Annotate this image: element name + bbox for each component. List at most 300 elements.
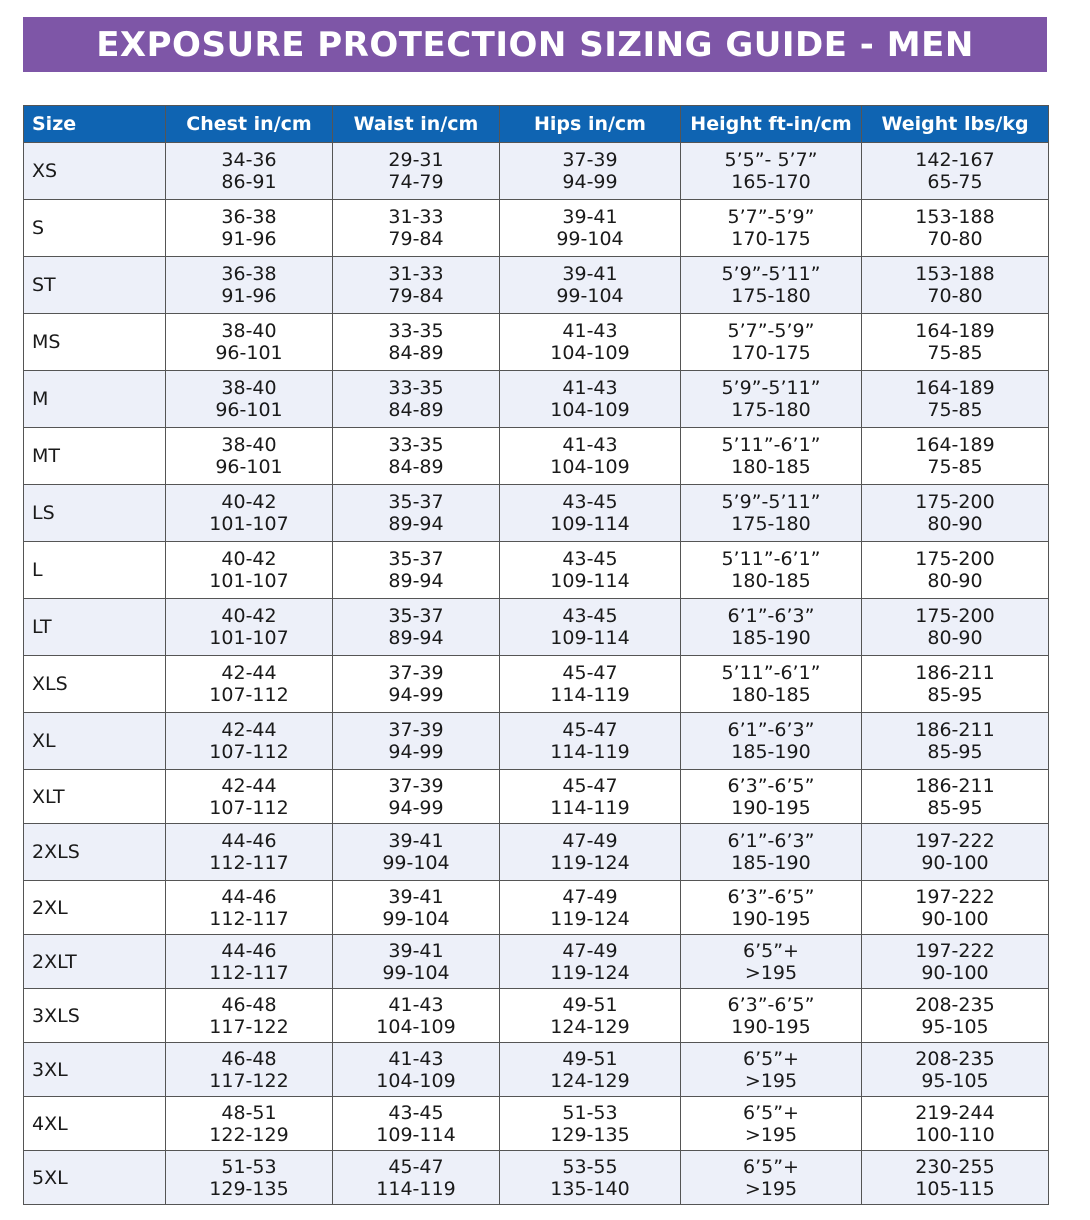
height-metric-value: >195	[744, 1123, 798, 1146]
height-metric-value: 165-170	[731, 171, 811, 193]
hips-imperial-value: 43-45	[562, 548, 618, 570]
chest-metric-value: 101-107	[209, 513, 289, 535]
table-row	[24, 1151, 1049, 1205]
header-chest: Chest in/cm	[166, 106, 333, 143]
table-row	[24, 656, 1049, 713]
table-row	[24, 1097, 1049, 1151]
hips-cell	[500, 656, 681, 713]
height-cell	[681, 599, 862, 656]
height-metric-value: 185-190	[731, 852, 811, 874]
waist-cell	[333, 935, 500, 989]
waist-imperial-value: 37-39	[388, 662, 444, 684]
height-metric-value: 175-180	[731, 399, 811, 421]
waist-cell	[333, 257, 500, 314]
weight-cell	[862, 257, 1049, 314]
waist-imperial-value: 37-39	[388, 774, 444, 797]
hips-metric-value: 114-119	[550, 684, 630, 706]
waist-imperial-value: 33-35	[388, 320, 444, 342]
hips-metric-value: 119-124	[550, 961, 630, 984]
waist-metric-value: 104-109	[376, 1069, 456, 1092]
weight-metric-value: 75-85	[927, 399, 983, 421]
waist-imperial-value: 39-41	[388, 939, 444, 962]
weight-metric-value: 90-100	[921, 961, 989, 984]
waist-cell	[333, 200, 500, 257]
waist-metric-value: 99-104	[382, 907, 450, 930]
height-cell	[681, 257, 862, 314]
height-imperial-value: 6’1”-6’3”	[727, 830, 815, 852]
weight-imperial-value: 186-211	[915, 774, 995, 797]
size-cell: 3XL	[24, 1043, 166, 1097]
chest-metric-value: 91-96	[221, 285, 277, 307]
chest-cell	[166, 542, 333, 599]
table-body	[24, 143, 1049, 1205]
hips-imperial-value: 41-43	[562, 377, 618, 399]
weight-metric-value: 85-95	[927, 796, 983, 819]
height-imperial-value: 6’1”-6’3”	[727, 605, 815, 627]
height-cell	[681, 656, 862, 713]
chest-cell	[166, 824, 333, 881]
hips-metric-value: 104-109	[550, 342, 630, 364]
hips-metric-value: 109-114	[550, 513, 630, 535]
hips-imperial-value: 47-49	[562, 939, 618, 962]
hips-cell	[500, 1151, 681, 1205]
hips-imperial-value: 49-51	[562, 993, 618, 1016]
weight-imperial-value: 153-188	[915, 206, 995, 228]
chest-metric-value: 96-101	[215, 342, 283, 364]
chest-imperial-value: 36-38	[221, 206, 277, 228]
height-imperial-value: 6’5”+	[743, 1101, 799, 1124]
hips-cell	[500, 599, 681, 656]
hips-cell	[500, 1043, 681, 1097]
table-row	[24, 371, 1049, 428]
waist-cell	[333, 1151, 500, 1205]
hips-cell	[500, 257, 681, 314]
weight-cell	[862, 881, 1049, 935]
waist-cell	[333, 824, 500, 881]
height-imperial-value: 6’3”-6’5”	[727, 993, 815, 1016]
weight-metric-value: 95-105	[921, 1069, 989, 1092]
chest-imperial-value: 48-51	[221, 1101, 277, 1124]
chest-imperial-value: 42-44	[221, 719, 277, 741]
weight-imperial-value: 164-189	[915, 434, 995, 456]
chest-imperial-value: 40-42	[221, 548, 277, 570]
size-cell: S	[24, 200, 166, 257]
waist-cell	[333, 599, 500, 656]
weight-imperial-value: 142-167	[915, 149, 995, 171]
weight-metric-value: 80-90	[927, 627, 983, 649]
height-imperial-value: 5’11”-6’1”	[721, 662, 821, 684]
chest-cell	[166, 1097, 333, 1151]
weight-imperial-value: 208-235	[915, 1047, 995, 1070]
chest-metric-value: 96-101	[215, 399, 283, 421]
hips-metric-value: 104-109	[550, 456, 630, 478]
hips-metric-value: 114-119	[550, 741, 630, 763]
chest-imperial-value: 38-40	[221, 377, 277, 399]
chest-metric-value: 107-112	[209, 796, 289, 819]
chest-imperial-value: 34-36	[221, 149, 277, 171]
height-metric-value: 175-180	[731, 513, 811, 535]
waist-cell	[333, 989, 500, 1043]
chest-cell	[166, 599, 333, 656]
waist-metric-value: 94-99	[388, 741, 444, 763]
hips-cell	[500, 989, 681, 1043]
waist-imperial-value: 31-33	[388, 206, 444, 228]
height-imperial-value: 5’11”-6’1”	[721, 548, 821, 570]
chest-cell	[166, 656, 333, 713]
table-row	[24, 542, 1049, 599]
waist-imperial-value: 33-35	[388, 377, 444, 399]
height-cell	[681, 143, 862, 200]
size-cell: LT	[24, 599, 166, 656]
height-metric-value: >195	[744, 961, 798, 984]
weight-metric-value: 85-95	[927, 741, 983, 763]
waist-metric-value: 89-94	[388, 513, 444, 535]
chest-imperial-value: 40-42	[221, 491, 277, 513]
waist-imperial-value: 35-37	[388, 605, 444, 627]
chest-cell	[166, 371, 333, 428]
chest-cell	[166, 770, 333, 824]
table-row	[24, 1043, 1049, 1097]
table-row	[24, 314, 1049, 371]
height-cell	[681, 770, 862, 824]
hips-imperial-value: 43-45	[562, 491, 618, 513]
weight-metric-value: 100-110	[915, 1123, 995, 1146]
chest-metric-value: 117-122	[209, 1069, 289, 1092]
weight-imperial-value: 186-211	[915, 662, 995, 684]
height-imperial-value: 5’9”-5’11”	[721, 263, 821, 285]
weight-imperial-value: 175-200	[915, 605, 995, 627]
table-row	[24, 257, 1049, 314]
hips-imperial-value: 41-43	[562, 320, 618, 342]
waist-imperial-value: 31-33	[388, 263, 444, 285]
height-imperial-value: 6’5”+	[743, 939, 799, 962]
hips-metric-value: 99-104	[556, 285, 624, 307]
hips-imperial-value: 47-49	[562, 830, 618, 852]
height-metric-value: 170-175	[731, 228, 811, 250]
height-metric-value: >195	[744, 1069, 798, 1092]
hips-imperial-value: 45-47	[562, 719, 618, 741]
weight-imperial-value: 197-222	[915, 830, 995, 852]
table-row	[24, 989, 1049, 1043]
weight-cell	[862, 428, 1049, 485]
chest-imperial-value: 42-44	[221, 774, 277, 797]
waist-cell	[333, 485, 500, 542]
height-metric-value: 185-190	[731, 741, 811, 763]
height-cell	[681, 713, 862, 770]
chest-cell	[166, 881, 333, 935]
chest-metric-value: 107-112	[209, 741, 289, 763]
waist-cell	[333, 428, 500, 485]
chest-cell	[166, 314, 333, 371]
hips-metric-value: 124-129	[550, 1069, 630, 1092]
weight-imperial-value: 186-211	[915, 719, 995, 741]
hips-imperial-value: 41-43	[562, 434, 618, 456]
chest-cell	[166, 713, 333, 770]
table-row	[24, 935, 1049, 989]
waist-metric-value: 89-94	[388, 570, 444, 592]
hips-cell	[500, 143, 681, 200]
weight-cell	[862, 1043, 1049, 1097]
weight-cell	[862, 713, 1049, 770]
chest-imperial-value: 46-48	[221, 993, 277, 1016]
chest-cell	[166, 1043, 333, 1097]
hips-imperial-value: 37-39	[562, 149, 618, 171]
chest-cell	[166, 1151, 333, 1205]
table-row	[24, 599, 1049, 656]
weight-metric-value: 75-85	[927, 456, 983, 478]
table-row	[24, 428, 1049, 485]
waist-imperial-value: 41-43	[388, 1047, 444, 1070]
chest-metric-value: 91-96	[221, 228, 277, 250]
height-imperial-value: 6’3”-6’5”	[727, 774, 815, 797]
height-cell	[681, 935, 862, 989]
waist-cell	[333, 314, 500, 371]
waist-metric-value: 109-114	[376, 1123, 456, 1146]
waist-metric-value: 84-89	[388, 399, 444, 421]
hips-imperial-value: 51-53	[562, 1101, 618, 1124]
height-imperial-value: 6’3”-6’5”	[727, 885, 815, 908]
hips-metric-value: 99-104	[556, 228, 624, 250]
chest-imperial-value: 42-44	[221, 662, 277, 684]
height-imperial-value: 5’7”-5’9”	[727, 206, 815, 228]
waist-metric-value: 94-99	[388, 684, 444, 706]
header-size: Size	[24, 106, 166, 143]
hips-cell	[500, 713, 681, 770]
chest-imperial-value: 38-40	[221, 434, 277, 456]
table-row	[24, 143, 1049, 200]
height-imperial-value: 5’7”-5’9”	[727, 320, 815, 342]
size-cell: 2XL	[24, 881, 166, 935]
height-cell	[681, 1151, 862, 1205]
height-cell	[681, 428, 862, 485]
hips-cell	[500, 770, 681, 824]
weight-cell	[862, 989, 1049, 1043]
waist-cell	[333, 881, 500, 935]
waist-imperial-value: 29-31	[388, 149, 444, 171]
table-row	[24, 200, 1049, 257]
hips-cell	[500, 371, 681, 428]
weight-metric-value: 105-115	[915, 1177, 995, 1200]
chest-imperial-value: 44-46	[221, 885, 277, 908]
size-cell: 4XL	[24, 1097, 166, 1151]
height-cell	[681, 1097, 862, 1151]
chest-imperial-value: 44-46	[221, 939, 277, 962]
chest-cell	[166, 428, 333, 485]
waist-imperial-value: 41-43	[388, 993, 444, 1016]
chest-metric-value: 101-107	[209, 570, 289, 592]
hips-metric-value: 114-119	[550, 796, 630, 819]
height-metric-value: 190-195	[731, 796, 811, 819]
header-height: Height ft-in/cm	[681, 106, 862, 143]
chest-cell	[166, 989, 333, 1043]
hips-metric-value: 124-129	[550, 1015, 630, 1038]
waist-cell	[333, 542, 500, 599]
header-waist: Waist in/cm	[333, 106, 500, 143]
hips-cell	[500, 542, 681, 599]
size-cell: M	[24, 371, 166, 428]
hips-metric-value: 109-114	[550, 570, 630, 592]
weight-cell	[862, 371, 1049, 428]
weight-imperial-value: 208-235	[915, 993, 995, 1016]
waist-metric-value: 74-79	[388, 171, 444, 193]
weight-cell	[862, 656, 1049, 713]
height-metric-value: 180-185	[731, 684, 811, 706]
waist-imperial-value: 39-41	[388, 830, 444, 852]
hips-cell	[500, 200, 681, 257]
weight-cell	[862, 485, 1049, 542]
weight-metric-value: 95-105	[921, 1015, 989, 1038]
weight-imperial-value: 197-222	[915, 885, 995, 908]
title-banner	[23, 17, 1047, 72]
size-cell: L	[24, 542, 166, 599]
chest-metric-value: 112-117	[209, 961, 289, 984]
hips-metric-value: 94-99	[562, 171, 618, 193]
weight-metric-value: 75-85	[927, 342, 983, 364]
hips-metric-value: 119-124	[550, 852, 630, 874]
chest-metric-value: 101-107	[209, 627, 289, 649]
chest-metric-value: 117-122	[209, 1015, 289, 1038]
weight-metric-value: 90-100	[921, 852, 989, 874]
height-cell	[681, 314, 862, 371]
chest-cell	[166, 935, 333, 989]
hips-cell	[500, 1097, 681, 1151]
waist-imperial-value: 43-45	[388, 1101, 444, 1124]
chest-imperial-value: 38-40	[221, 320, 277, 342]
size-cell: ST	[24, 257, 166, 314]
waist-metric-value: 99-104	[382, 852, 450, 874]
chest-metric-value: 129-135	[209, 1177, 289, 1200]
waist-metric-value: 79-84	[388, 285, 444, 307]
waist-metric-value: 84-89	[388, 342, 444, 364]
height-cell	[681, 1043, 862, 1097]
weight-cell	[862, 1151, 1049, 1205]
table-row	[24, 713, 1049, 770]
table-row	[24, 881, 1049, 935]
weight-metric-value: 70-80	[927, 228, 983, 250]
waist-cell	[333, 770, 500, 824]
waist-imperial-value: 39-41	[388, 885, 444, 908]
height-cell	[681, 200, 862, 257]
weight-cell	[862, 935, 1049, 989]
size-cell: MT	[24, 428, 166, 485]
page-title: EXPOSURE PROTECTION SIZING GUIDE - MEN	[96, 24, 974, 65]
hips-cell	[500, 485, 681, 542]
hips-metric-value: 109-114	[550, 627, 630, 649]
size-cell: 5XL	[24, 1151, 166, 1205]
size-cell: MS	[24, 314, 166, 371]
waist-imperial-value: 33-35	[388, 434, 444, 456]
waist-cell	[333, 1043, 500, 1097]
chest-cell	[166, 485, 333, 542]
weight-cell	[862, 770, 1049, 824]
weight-metric-value: 70-80	[927, 285, 983, 307]
hips-imperial-value: 49-51	[562, 1047, 618, 1070]
weight-cell	[862, 824, 1049, 881]
waist-metric-value: 104-109	[376, 1015, 456, 1038]
hips-imperial-value: 47-49	[562, 885, 618, 908]
weight-metric-value: 80-90	[927, 513, 983, 535]
weight-imperial-value: 164-189	[915, 377, 995, 399]
height-metric-value: >195	[744, 1177, 798, 1200]
height-metric-value: 175-180	[731, 285, 811, 307]
height-cell	[681, 542, 862, 599]
waist-metric-value: 84-89	[388, 456, 444, 478]
waist-metric-value: 94-99	[388, 796, 444, 819]
weight-imperial-value: 153-188	[915, 263, 995, 285]
hips-cell	[500, 314, 681, 371]
weight-imperial-value: 175-200	[915, 491, 995, 513]
chest-metric-value: 122-129	[209, 1123, 289, 1146]
hips-metric-value: 135-140	[550, 1177, 630, 1200]
size-cell: 3XLS	[24, 989, 166, 1043]
height-cell	[681, 881, 862, 935]
table-row	[24, 485, 1049, 542]
weight-cell	[862, 200, 1049, 257]
chest-metric-value: 86-91	[221, 171, 277, 193]
height-imperial-value: 5’9”-5’11”	[721, 377, 821, 399]
height-imperial-value: 6’5”+	[743, 1047, 799, 1070]
weight-cell	[862, 542, 1049, 599]
height-imperial-value: 5’11”-6’1”	[721, 434, 821, 456]
chest-metric-value: 107-112	[209, 684, 289, 706]
weight-cell	[862, 1097, 1049, 1151]
height-cell	[681, 989, 862, 1043]
hips-cell	[500, 824, 681, 881]
waist-cell	[333, 1097, 500, 1151]
waist-cell	[333, 371, 500, 428]
hips-imperial-value: 45-47	[562, 662, 618, 684]
weight-metric-value: 80-90	[927, 570, 983, 592]
hips-cell	[500, 935, 681, 989]
weight-cell	[862, 143, 1049, 200]
weight-metric-value: 65-75	[927, 171, 983, 193]
height-metric-value: 190-195	[731, 1015, 811, 1038]
header-weight: Weight lbs/kg	[862, 106, 1049, 143]
chest-imperial-value: 44-46	[221, 830, 277, 852]
waist-metric-value: 79-84	[388, 228, 444, 250]
size-cell: 2XLS	[24, 824, 166, 881]
chest-metric-value: 112-117	[209, 852, 289, 874]
hips-cell	[500, 881, 681, 935]
size-cell: XLS	[24, 656, 166, 713]
height-cell	[681, 371, 862, 428]
waist-cell	[333, 713, 500, 770]
waist-imperial-value: 35-37	[388, 548, 444, 570]
chest-imperial-value: 36-38	[221, 263, 277, 285]
chest-imperial-value: 46-48	[221, 1047, 277, 1070]
size-cell: XL	[24, 713, 166, 770]
waist-metric-value: 99-104	[382, 961, 450, 984]
waist-cell	[333, 656, 500, 713]
waist-cell	[333, 143, 500, 200]
weight-imperial-value: 219-244	[915, 1101, 995, 1124]
size-cell: XS	[24, 143, 166, 200]
height-metric-value: 180-185	[731, 456, 811, 478]
weight-cell	[862, 599, 1049, 656]
table-header-row	[24, 106, 1049, 143]
hips-imperial-value: 53-55	[562, 1155, 618, 1178]
hips-metric-value: 119-124	[550, 907, 630, 930]
weight-metric-value: 85-95	[927, 684, 983, 706]
weight-imperial-value: 175-200	[915, 548, 995, 570]
height-cell	[681, 485, 862, 542]
height-metric-value: 180-185	[731, 570, 811, 592]
waist-metric-value: 114-119	[376, 1177, 456, 1200]
size-cell: LS	[24, 485, 166, 542]
header-hips: Hips in/cm	[500, 106, 681, 143]
chest-metric-value: 112-117	[209, 907, 289, 930]
chest-cell	[166, 200, 333, 257]
